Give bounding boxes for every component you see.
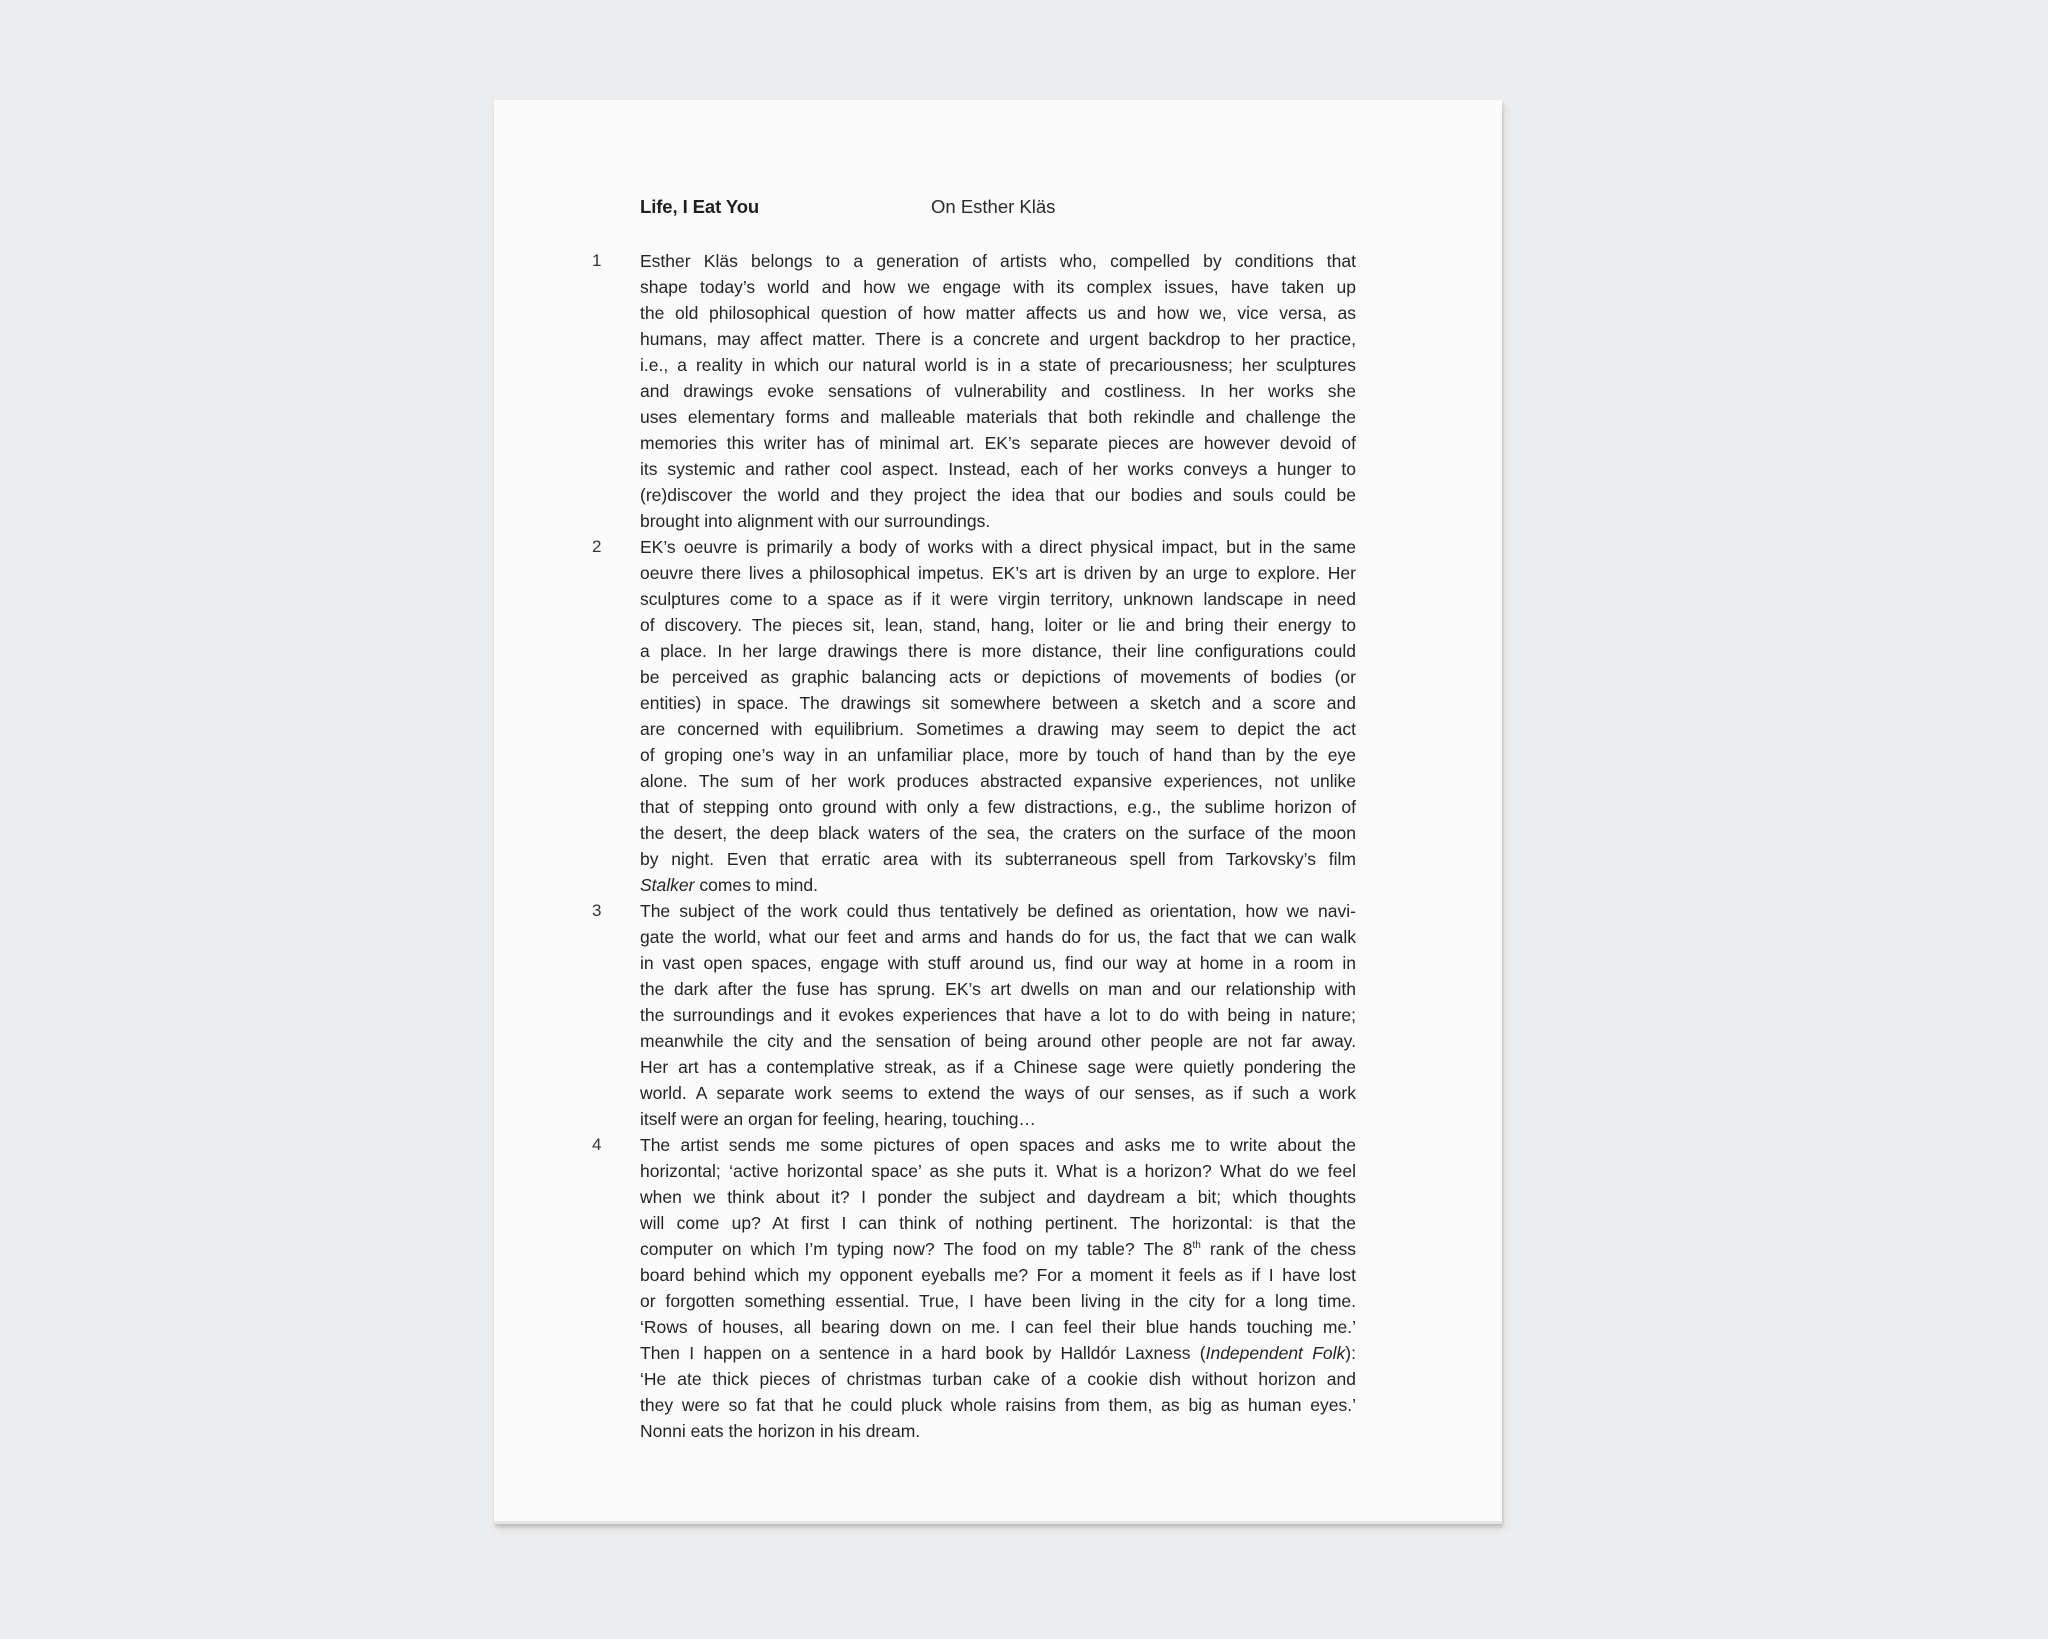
text-line: board behind which my opponent eyeballs me? For a moment it feels as if I have lost [640,1265,1356,1285]
text-line: be perceived as graphic balancing acts or depictions of movements of bodies (or [640,667,1356,687]
text-line: ‘Rows of houses, all bearing down on me. I can feel their blue hands touching me.’ [640,1317,1356,1337]
text-line: of discovery. The pieces sit, lean, stand, hang, loiter or lie and bring their energy to [640,615,1356,635]
text-line: brought into alignment with our surroundings. [640,511,991,531]
text-line: The artist sends me some pictures of open spaces and asks me to write about the [640,1135,1356,1155]
text-line: oeuvre there lives a philosophical impetus. EK’s art is driven by an urge to explore. Her [640,563,1356,583]
text-line: when we think about it? I ponder the subject and daydream a bit; which thoughts [640,1187,1356,1207]
text-line: itself were an organ for feeling, hearing, touching… [640,1109,1036,1129]
text-line: of groping one’s way in an unfamiliar place, more by touch of hand than by the eye [640,745,1356,765]
paragraph-number: 4 [592,1135,602,1154]
text-line [640,1236,1356,1262]
text-line: meanwhile the city and the sensation of being around other people are not far away. [640,1031,1356,1051]
text-line: world. A separate work seems to extend the ways of our senses, as if such a work [640,1083,1356,1103]
text-line: gate the world, what our feet and arms and hands do for us, the fact that we can walk [640,927,1356,947]
document-page [494,100,1502,1524]
text-line: humans, may affect matter. There is a concrete and urgent backdrop to her practice, [640,329,1356,349]
text-fragment: ): [1345,1343,1356,1363]
text-fragment: rank of the chess [1200,1239,1356,1259]
text-line: that of stepping onto ground with only a few distractions, e.g., the sublime horizon of [640,797,1356,817]
text-line: Esther Kläs belongs to a generation of artists who, compelled by conditions that [640,251,1356,271]
text-line: EK’s oeuvre is primarily a body of works with a direct physical impact, but in the same [640,537,1356,557]
paragraph-number: 2 [592,537,602,556]
text-fragment: comes to mind. [694,875,818,895]
text-fragment: computer on which I’m typing now? The food on my table? The 8 [640,1239,1193,1259]
text-line: entities) in space. The drawings sit somewhere between a sketch and a score and [640,693,1356,713]
text-line: the surroundings and it evokes experiences that have a lot to do with being in nature; [640,1005,1356,1025]
text-line: shape today’s world and how we engage with its complex issues, have taken up [640,277,1356,297]
text-line: in vast open spaces, engage with stuff around us, find our way at home in a room in [640,953,1356,973]
text-line [640,1340,1356,1366]
text-line: uses elementary forms and malleable materials that both rekindle and challenge the [640,407,1356,427]
text-line: are concerned with equilibrium. Sometimes a drawing may seem to depict the act [640,719,1356,739]
text-line: they were so fat that he could pluck whole raisins from them, as big as human eyes.’ [640,1395,1356,1415]
text-line: memories this writer has of minimal art. EK’s separate pieces are however devoid of [640,433,1356,453]
text-line: (re)discover the world and they project the idea that our bodies and souls could be [640,485,1356,505]
text-line: ‘He ate thick pieces of christmas turban cake of a cookie dish without horizon and [640,1369,1356,1389]
text-line: and drawings evoke sensations of vulnerability and costliness. In her works she [640,381,1356,401]
text-line: or forgotten something essential. True, I have been living in the city for a long time. [640,1291,1356,1311]
text-line: will come up? At first I can think of nothing pertinent. The horizontal: is that the [640,1213,1356,1233]
text-line [640,872,1356,898]
text-line: the old philosophical question of how matter affects us and how we, vice versa, as [640,303,1356,323]
text-line: by night. Even that erratic area with its subterraneous spell from Tarkovsky’s film [640,849,1356,869]
text-line: i.e., a reality in which our natural world is in a state of precariousness; her sculptures [640,355,1356,375]
text-line: horizontal; ‘active horizontal space’ as she puts it. What is a horizon? What do we feel [640,1161,1356,1181]
text-line: sculptures come to a space as if it were virgin territory, unknown landscape in need [640,589,1356,609]
text-line: Nonni eats the horizon in his dream. [640,1421,921,1441]
text-line: the desert, the deep black waters of the sea, the craters on the surface of the moon [640,823,1356,843]
book-title: Independent Folk [1205,1343,1346,1363]
film-title: Stalker [640,875,695,895]
text-line: its systemic and rather cool aspect. Instead, each of her works conveys a hunger to [640,459,1356,479]
paragraph-number: 3 [592,901,602,920]
text-line: a place. In her large drawings there is more distance, their line configurations could [640,641,1356,661]
text-line: Her art has a contemplative streak, as if a Chinese sage were quietly pondering the [640,1057,1356,1077]
paragraph-number: 1 [592,251,602,270]
ordinal-superscript: th [1192,1240,1201,1252]
page-title: Life, I Eat You [640,196,760,217]
text-line: the dark after the fuse has sprung. EK’s art dwells on man and our relationship with [640,979,1356,999]
page-subtitle: On Esther Kläs [931,196,1056,217]
text-line: alone. The sum of her work produces abstracted expansive experiences, not unlike [640,771,1356,791]
page-edge [494,1521,1502,1524]
text-fragment: Then I happen on a sentence in a hard book by Halldór Laxness ( [640,1343,1206,1363]
text-line: The subject of the work could thus tentatively be defined as orientation, how we navi- [640,901,1356,921]
